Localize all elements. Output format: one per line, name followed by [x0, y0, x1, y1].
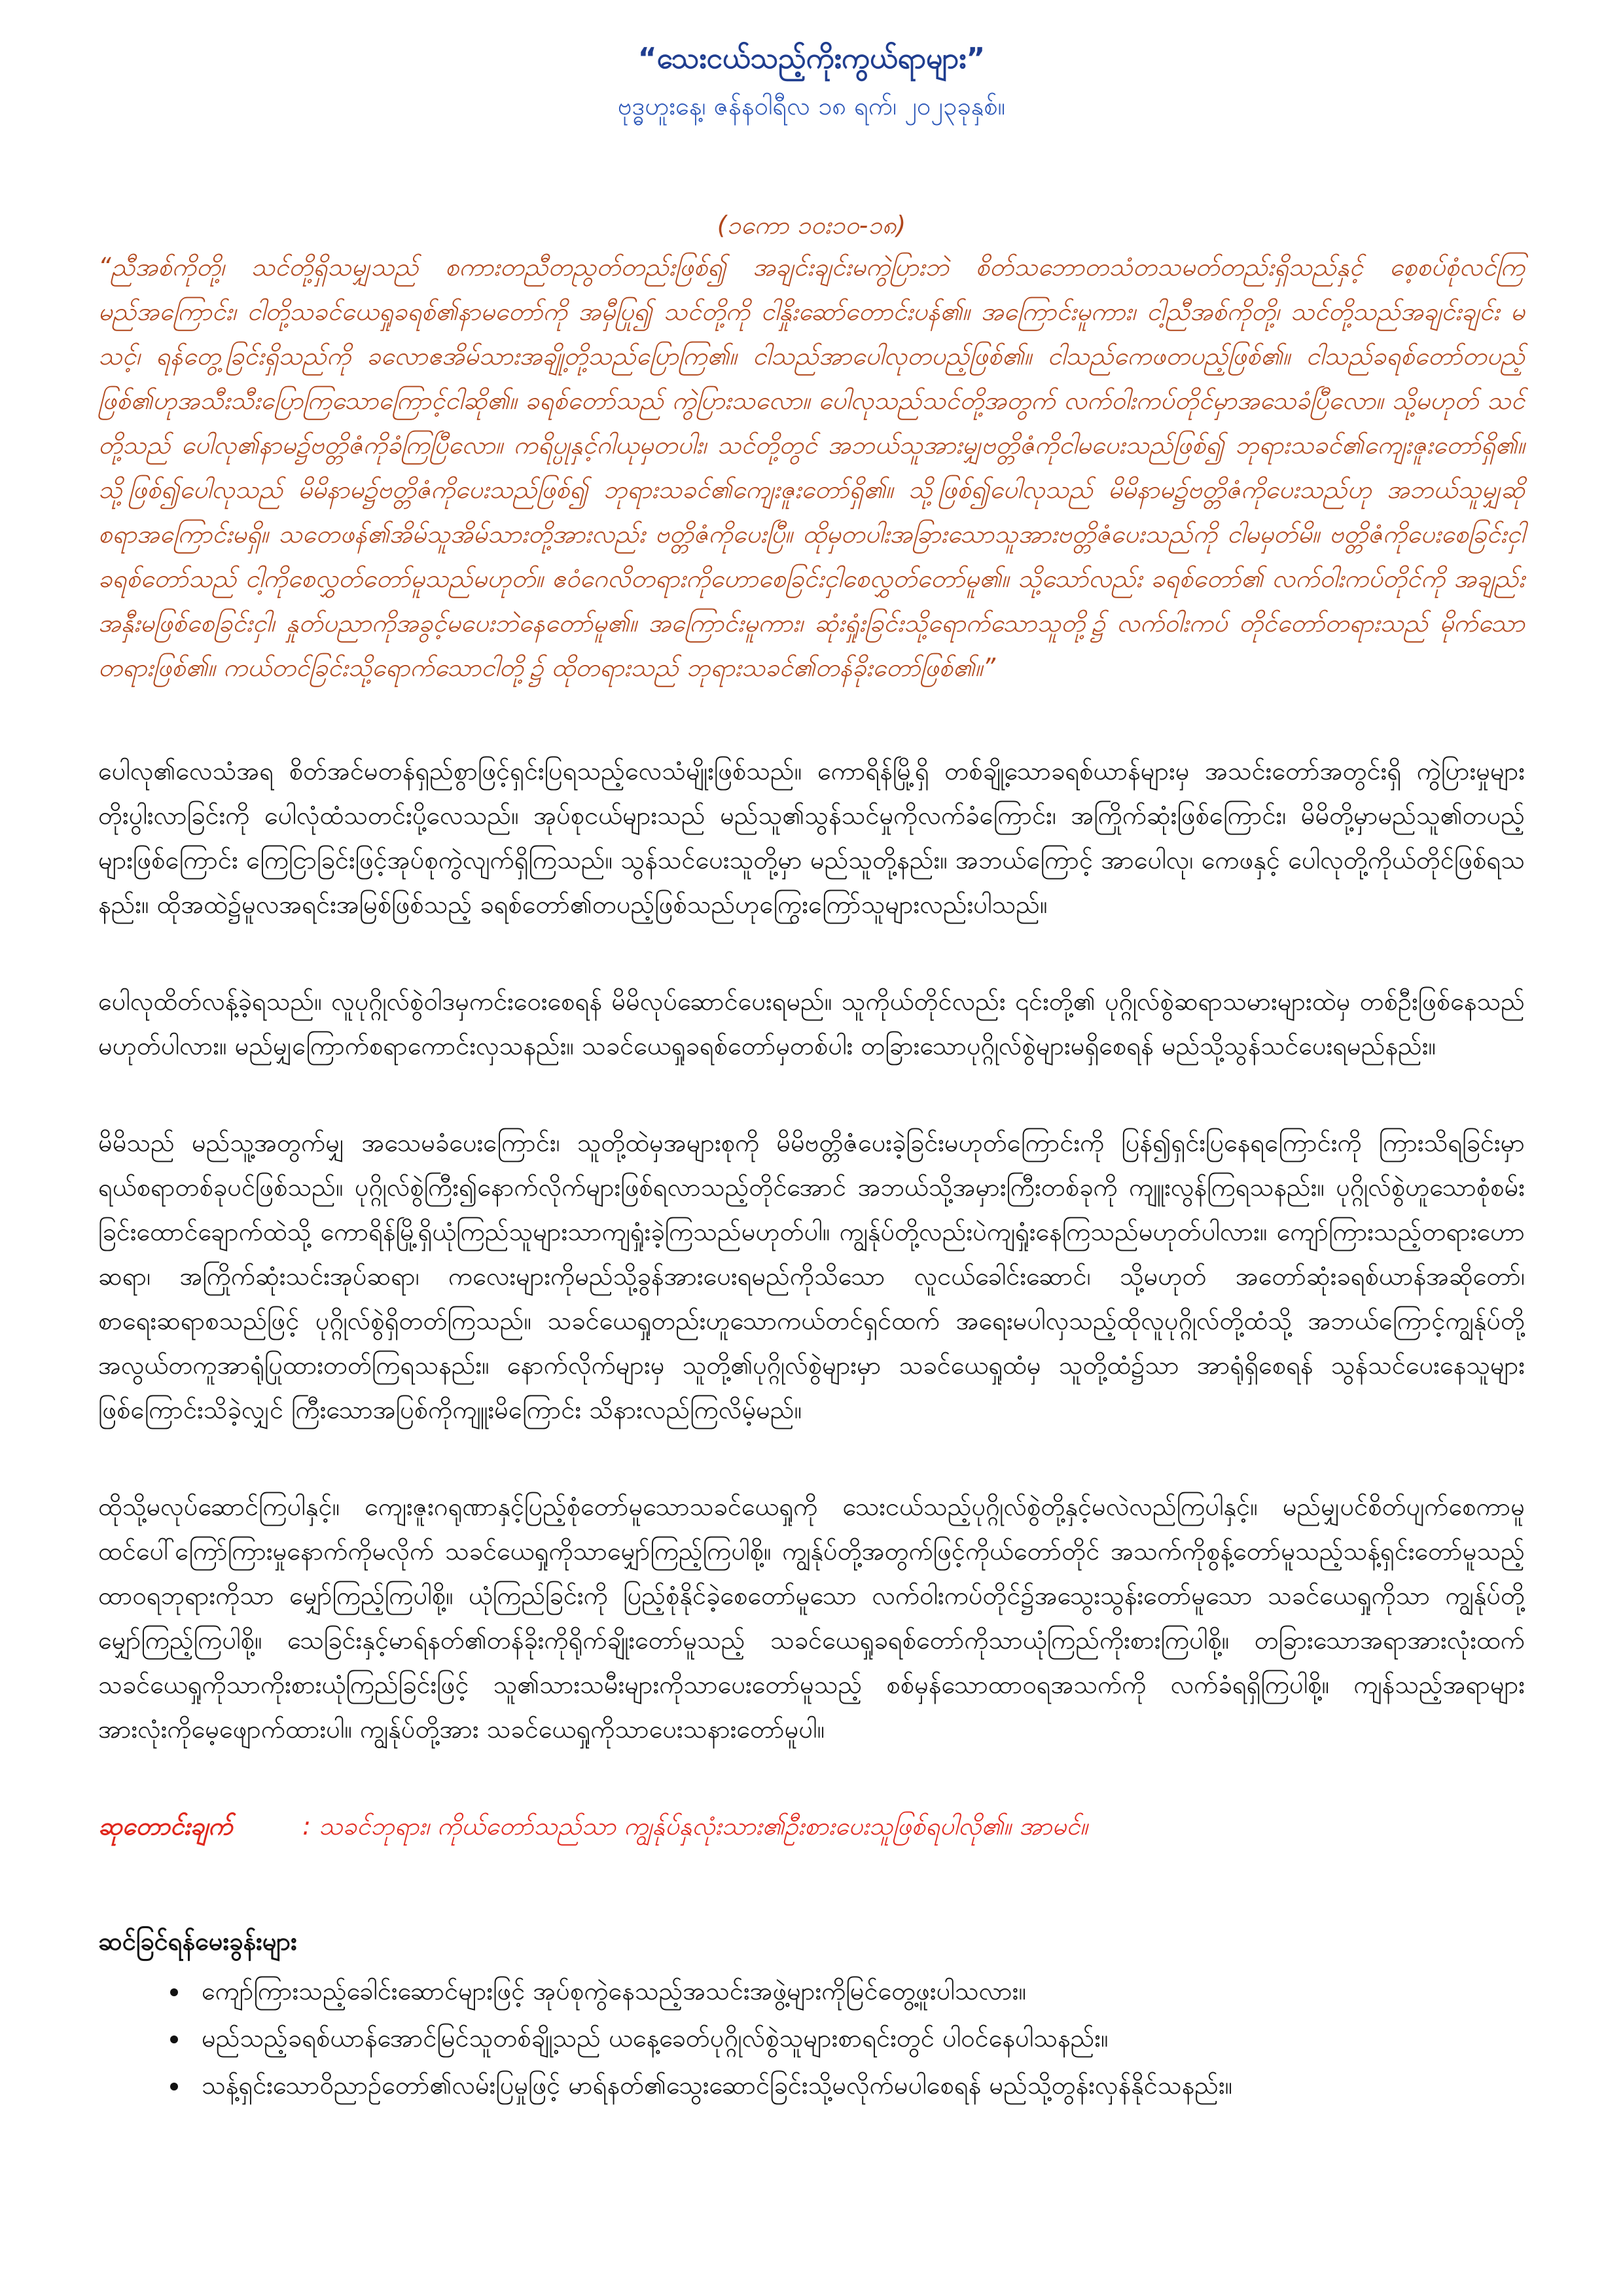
prayer	[98, 1804, 1525, 1848]
question-item: • မည်သည့်ခရစ်ယာန်အောင်မြင်သူတစ်ချို့သည် ယနေ့ခေတ်ပုဂ္ဂိုလ်စွဲသူများစာရင်းတွင် ပါဝင်နေပါသနည်း။	[190, 2015, 1525, 2062]
scripture-text: “ညီအစ်ကိုတို့၊ သင်တို့ရှိသမျှသည် စကားတညီတညွတ်တည်းဖြစ်၍ အချင်းချင်းမကွဲပြားဘဲ စိတ်သဘောတသံတသမတ်တည်းရှိသည်နှင့် စေ့စပ်စုံလင်ကြမည်အကြောင်း၊ ငါတို့သခင်ယေရှုခရစ်၏နာမတော်ကို အမှီပြု၍ သင်တို့ကို ငါနှိုးဆော်တောင်းပန်၏။ အကြောင်းမူကား၊ ငါ့ညီအစ်ကိုတို့၊ သင်တို့သည်အချင်းချင်း မသင့်၊ ရန်တွေ့ခြင်းရှိသည်ကို ခလောဧအိမ်သားအချို့တို့သည်ပြောကြ၏။ ငါသည်အာပေါလုတပည့်ဖြစ်၏။ ငါသည်ကေဖတပည့်ဖြစ်၏။ ငါသည်ခရစ်တော်တပည့်ဖြစ်၏ဟုအသီးသီးပြောကြသောကြောင့်ငါဆို၏။ ခရစ်တော်သည် ကွဲပြားသလော။ ပေါလုသည်သင်တို့အတွက် လက်ဝါးကပ်တိုင်မှာအသေခံပြီလော။ သို့မဟုတ် သင်တို့သည် ပေါလု၏နာမ၌ဗတ္တိဇံကိုခံကြပြီလော။ ကရိပ္ပုနှင့်ဂါယုမှတပါး၊ သင်တို့တွင် အဘယ်သူအားမျှဗတ္တိဇံကိုငါမပေးသည်ဖြစ်၍ ဘုရားသခင်၏ကျေးဇူးတော်ရှိ၏။ သို့ဖြစ်၍ပေါလုသည် မိမိနာမ၌ဗတ္တိဇံကိုပေးသည်ဖြစ်၍ ဘုရားသခင်၏ကျေးဇူးတော်ရှိ၏။ သို့ဖြစ်၍ပေါလုသည် မိမိနာမ၌ဗတ္တိဇံကိုပေးသည်ဟု အဘယ်သူမျှဆိုစရာအကြောင်းမရှိ။ သတေဖန်၏အိမ်သူအိမ်သားတို့အားလည်း ဗတ္တိဇံကိုပေးပြီ။ ထိုမှတပါးအခြားသောသူအားဗတ္တိဇံပေးသည်ကို ငါမမှတ်မိ။ ဗတ္တိဇံကိုပေးစေခြင်းငှါ ခရစ်တော်သည် ငါ့ကိုစေလွှတ်တော်မူသည်မဟုတ်။ ဧဝံဂေလိတရားကိုဟောစေခြင်းငှါစေလွှတ်တော်မူ၏။ သို့သော်လည်း ခရစ်တော်၏ လက်ဝါးကပ်တိုင်ကို အချည်းအနှီးမဖြစ်စေခြင်းငှါ၊ နှုတ်ပညာကိုအခွင့်မပေးဘဲနေတော်မူ၏။ အကြောင်းမူကား၊ ဆုံးရှုံးခြင်းသို့ရောက်သောသူတို့၌ လက်ဝါးကပ် တိုင်တော်တရားသည် မိုက်သောတရားဖြစ်၏။ ကယ်တင်ခြင်းသို့ရောက်သောငါတို့၌ ထိုတရားသည် ဘုရားသခင်၏တန်ခိုးတော်ဖြစ်၏။”	[98, 253, 1525, 682]
question-item: • ကျော်ကြားသည့်ခေါင်းဆောင်များဖြင့် အုပ်စုကွဲနေသည့်အသင်းအဖွဲ့များကိုမြင်တွေ့ဖူးပါသလား။	[190, 1967, 1525, 2015]
questions-heading: ဆင်ခြင်ရန်မေးခွန်းများ	[98, 1927, 297, 1956]
body-paragraph-2: ပေါလုထိတ်လန့်ခဲ့ရသည်။ လူပုဂ္ဂိုလ်စွဲဝါဒမှကင်းဝေးစေရန် မိမိလုပ်ဆောင်ပေးရမည်။ သူကိုယ်တိုင်လည်း ၎င်းတို့၏ ပုဂ္ဂိုလ်စွဲဆရာသမားများထဲမှ တစ်ဦးဖြစ်နေသည်မဟုတ်ပါလား။ မည်မျှကြောက်စရာကောင်းလှသနည်း။ သခင်ယေရှုခရစ်တော်မှတစ်ပါး တခြားသောပုဂ္ဂိုလ်စွဲများမရှိစေရန် မည်သို့သွန်သင်ပေးရမည်နည်း။	[98, 987, 1525, 1060]
prayer-text: : သခင်ဘုရား၊ ကိုယ်တော်သည်သာ ကျွန်ုပ်နှလုံးသား၏ဦးစားပေးသူဖြစ်ရပါလို၏။ အာမင်။	[302, 1812, 1088, 1840]
questions-list	[98, 1967, 1525, 2109]
page-date: ဗုဒ္ဓဟူးနေ့၊ ဇန်နဝါရီလ ၁၈ ရက်၊ ၂၀၂၃ခုနှစ်။	[617, 92, 1006, 120]
page-title: “သေးငယ်သည့်ကိုးကွယ်ရာများ”	[637, 42, 986, 75]
scripture-reference: (၁ကော ၁၀း၁၀-၁၈)	[717, 211, 906, 240]
body-paragraph-3: မိမိသည် မည်သူ့အတွက်မျှ အသေမခံပေးကြောင်း၊ သူတို့ထဲမှအများစုကို မိမိဗတ္တိဇံပေးခဲ့ခြင်းမဟုတ်ကြောင်းကို ပြန်၍ရှင်းပြနေရကြောင်းကို ကြားသိရခြင်းမှာ ရယ်စရာတစ်ခုပင်ဖြစ်သည်။ ပုဂ္ဂိုလ်စွဲကြီး၍နောက်လိုက်များဖြစ်ရလာသည့်တိုင်အောင် အဘယ်သို့အမှားကြီးတစ်ခုကို ကျူးလွန်ကြရသနည်း။ ပုဂ္ဂိုလ်စွဲဟူသောစုံစမ်းခြင်းထောင်ချောက်ထဲသို့ ကောရိန်မြို့ရှိယုံကြည်သူများသာကျရှုံးခဲ့ကြသည်မဟုတ်ပါ။ ကျွန်ုပ်တို့လည်းပဲကျရှုံးနေကြသည်မဟုတ်ပါလား။ ကျော်ကြားသည့်တရားဟောဆရာ၊ အကြိုက်ဆုံးသင်းအုပ်ဆရာ၊ ကလေးများကိုမည်သို့ခွန်အားပေးရမည်ကိုသိသော လူငယ်ခေါင်းဆောင်၊ သို့မဟုတ် အတော်ဆုံးခရစ်ယာန်အဆိုတော်၊ စာရေးဆရာစသည်ဖြင့် ပုဂ္ဂိုလ်စွဲရှိတတ်ကြသည်။ သခင်ယေရှုတည်းဟူသောကယ်တင်ရှင်ထက် အရေးမပါလှသည့်ထိုလူပုဂ္ဂိုလ်တို့ထံသို့ အဘယ်ကြောင့်ကျွန်ုပ်တို့ အလွယ်တကူအာရုံပြုထားတတ်ကြရသနည်း။ နောက်လိုက်များမှ သူတို့၏ပုဂ္ဂိုလ်စွဲများမှာ သခင်ယေရှုထံမှ သူတို့ထံ၌သာ အာရုံရှိစေရန် သွန်သင်ပေးနေသူများဖြစ်ကြောင်းသိခဲ့လျှင် ကြီးသောအပြစ်ကိုကျူးမိကြောင်း သိနားလည်ကြလိမ့်မည်။	[98, 1128, 1525, 1424]
body-paragraph-1: ပေါလု၏လေသံအရ စိတ်အင်မတန်ရှည်စွာဖြင့်ရှင်းပြရသည့်လေသံမျိုးဖြစ်သည်။ ကောရိန်မြို့ရှိ တစ်ချို့သောခရစ်ယာန်များမှ အသင်းတော်အတွင်းရှိ ကွဲပြားမှုများ တိုးပွါးလာခြင်းကို ပေါလုံထံသတင်းပို့လေသည်။ အုပ်စုငယ်များသည် မည်သူ၏သွန်သင်မှုကိုလက်ခံကြောင်း၊ အကြိုက်ဆုံးဖြစ်ကြောင်း၊ မိမိတို့မှာမည်သူ၏တပည့်များဖြစ်ကြောင်း ကြေငြာခြင်းဖြင့်အုပ်စုကွဲလျက်ရှိကြသည်။ သွန်သင်ပေးသူတို့မှာ မည်သူတို့နည်း။ အဘယ်ကြောင့် အာပေါလု၊ ကေဖနှင့် ပေါလုတို့ကိုယ်တိုင်ဖြစ်ရသနည်း။ ထိုအထဲ၌မူလအရင်းအမြစ်ဖြစ်သည့် ခရစ်တော်၏တပည့်ဖြစ်သည်ဟုကြွေးကြော်သူများလည်းပါသည်။	[98, 757, 1525, 919]
devotional-page	[98, 33, 1525, 2109]
body-paragraph-4: ထိုသို့မလုပ်ဆောင်ကြပါနှင့်။ ကျေးဇူးဂရုဏာနှင့်ပြည့်စုံတော်မူသောသခင်ယေရှုကို သေးငယ်သည့်ပုဂ္ဂိုလ်စွဲတို့နှင့်မလဲလည်ကြပါနှင့်။ မည်မျှပင်စိတ်ပျက်စေကာမူ ထင်ပေါ်ကြော်ကြားမှုနောက်ကိုမလိုက် သခင်ယေရှုကိုသာမျှော်ကြည့်ကြပါစို့။ ကျွန်ုပ်တို့အတွက်ဖြင့်ကိုယ်တော်တိုင် အသက်ကိုစွန့်တော်မူသည့်သန့်ရှင်းတော်မူသည့် ထာဝရဘုရားကိုသာ မျှော်ကြည့်ကြပါစို့။ ယုံကြည်ခြင်းကို ပြည့်စုံနိုင်ခဲ့စေတော်မူသော လက်ဝါးကပ်တိုင်၌အသွေးသွန်းတော်မူသော သခင်ယေရှုကိုသာ ကျွန်ုပ်တို့မျှော်ကြည့်ကြပါစို့။ သေခြင်းနှင့်မာရ်နတ်၏တန်ခိုးကိုရိုက်ချိုးတော်မူသည့် သခင်ယေရှုခရစ်တော်ကိုသာယုံကြည်ကိုးစားကြပါစို့။ တခြားသောအရာအားလုံးထက် သခင်ယေရှုကိုသာကိုးစားယုံကြည်ခြင်းဖြင့် သူ၏သားသမီးများကိုသာပေးတော်မူသည့် စစ်မှန်သောထာဝရအသက်ကို လက်ခံရရှိကြပါစို့။ ကျန်သည့်အရာများအားလုံးကိုမေ့ဖျောက်ထားပါ။ ကျွန်ုပ်တို့အား သခင်ယေရှုကိုသာပေးသနားတော်မူပါ။	[98, 1492, 1525, 1744]
prayer-label: ဆုတောင်းချက်	[98, 1812, 233, 1840]
question-item: • သန့်ရှင်းသောဝိညာဉ်တော်၏လမ်းပြမှုဖြင့် မာရ်နတ်၏သွေးဆောင်ခြင်းသို့မလိုက်မပါစေရန် မည်သို့တွန်းလှန်နိုင်သနည်း။	[190, 2062, 1525, 2109]
